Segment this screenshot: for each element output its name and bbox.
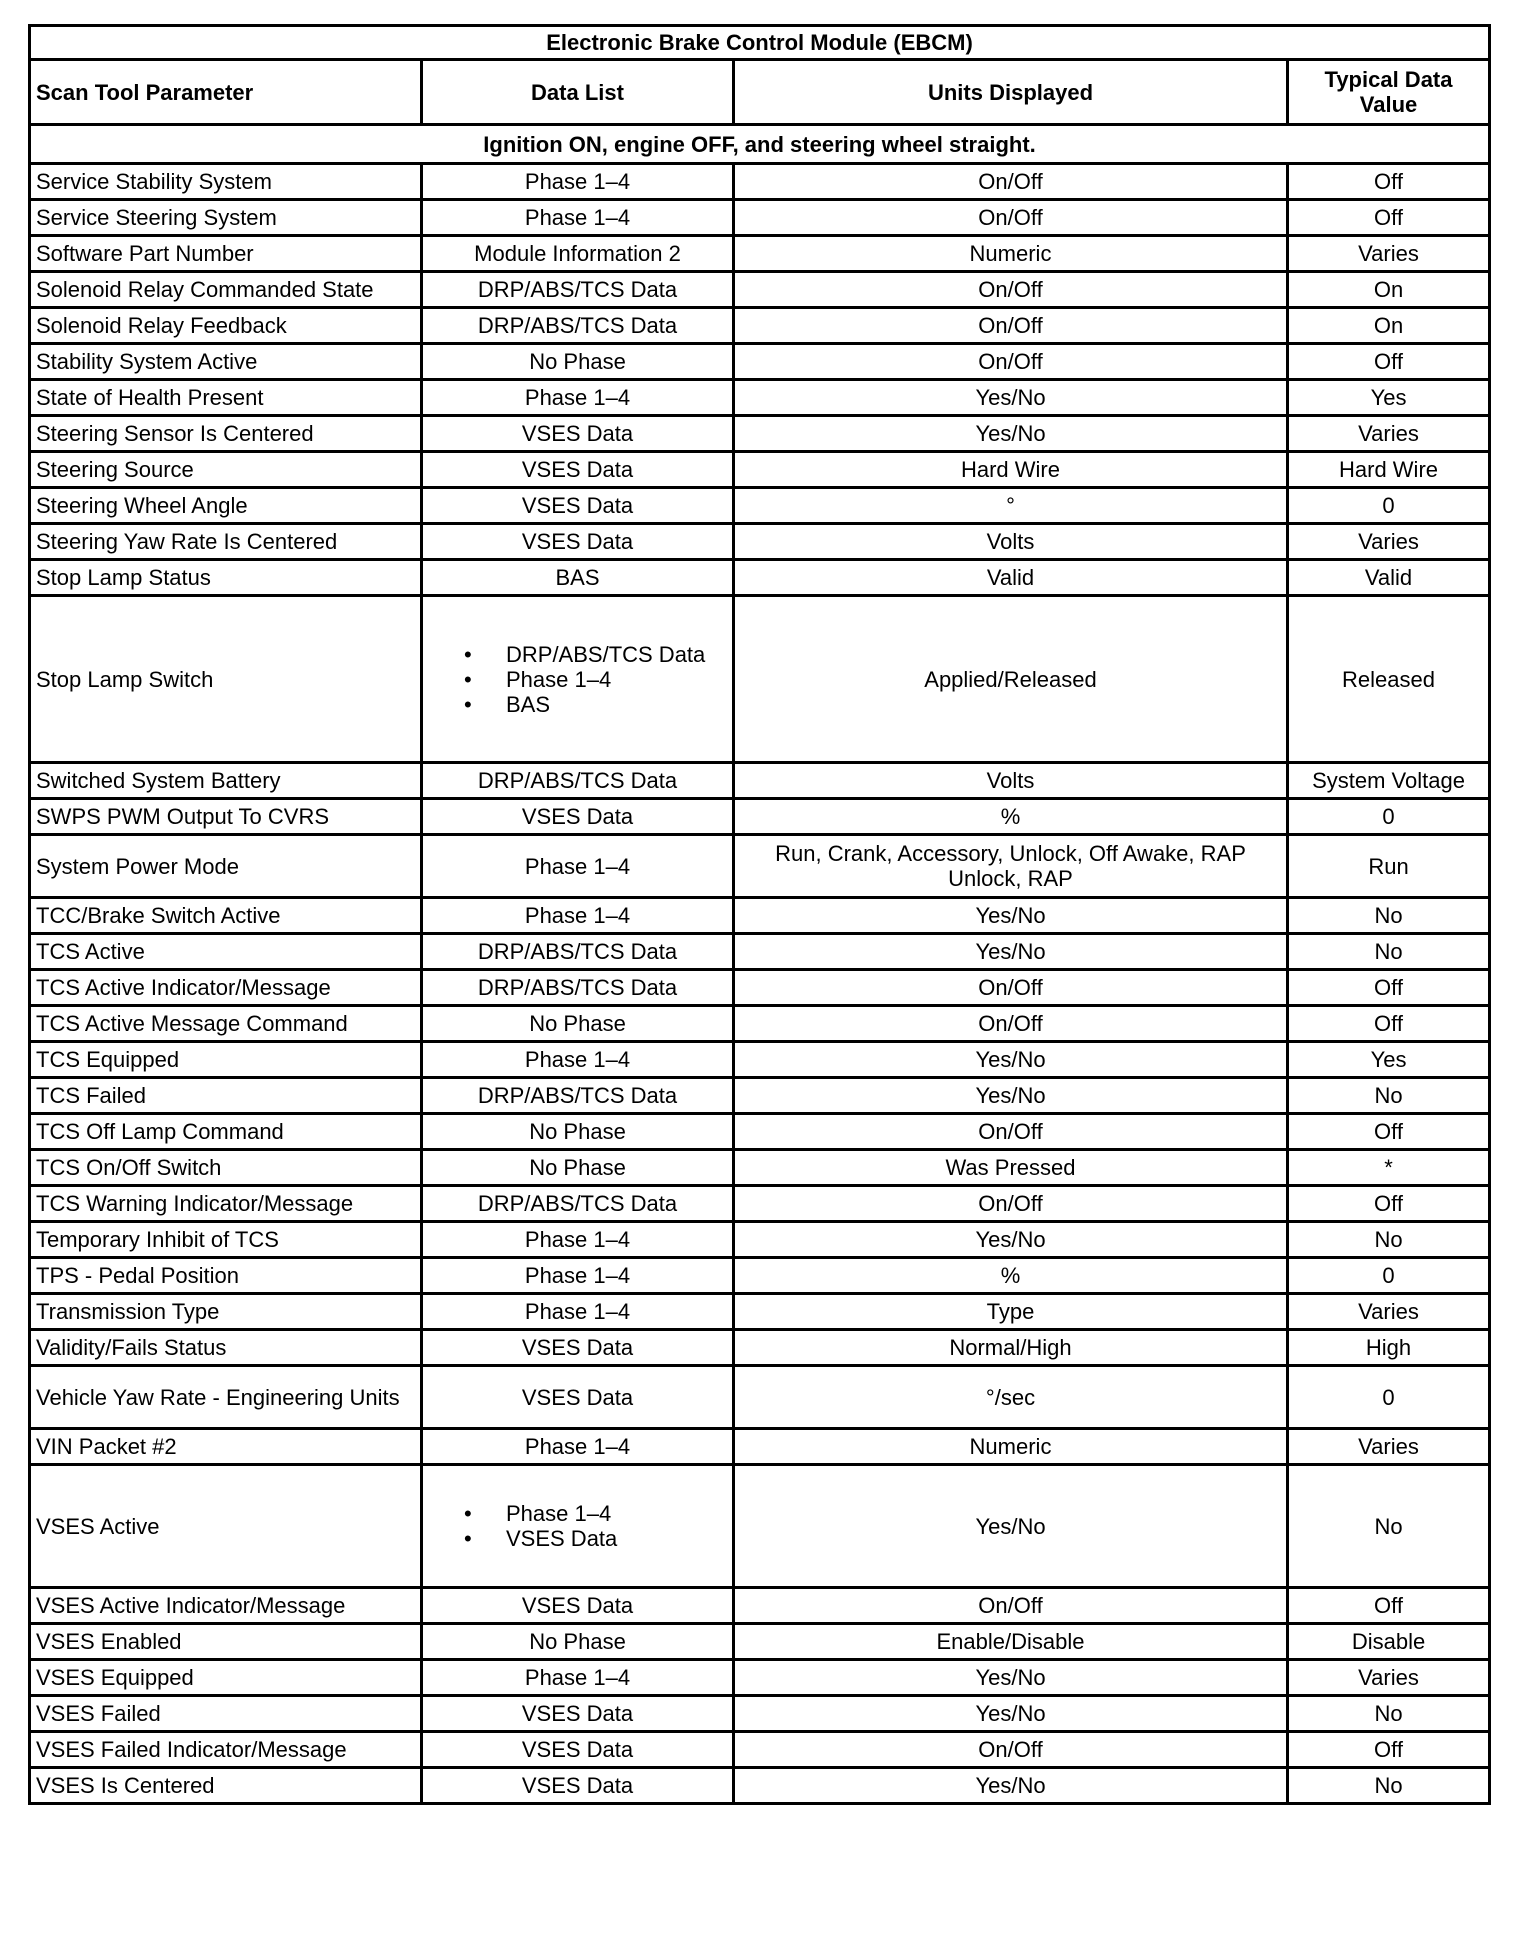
cell-units: Yes/No — [734, 1222, 1288, 1258]
cell-typical-value: Run — [1288, 835, 1490, 898]
cell-data-list: VSES Data — [422, 1330, 734, 1366]
table-row — [30, 1150, 1490, 1186]
cell-units: Run, Crank, Accessory, Unlock, Off Awake, RAP Unlock, RAP — [734, 835, 1288, 898]
cell-parameter: VSES Enabled — [30, 1624, 422, 1660]
cell-units: Volts — [734, 524, 1288, 560]
cell-units: Numeric — [734, 236, 1288, 272]
cell-parameter: VSES Failed — [30, 1696, 422, 1732]
cell-units: Was Pressed — [734, 1150, 1288, 1186]
cell-data-list: Phase 1–4 — [422, 1429, 734, 1465]
cell-typical-value: System Voltage — [1288, 763, 1490, 799]
cell-typical-value: Yes — [1288, 1042, 1490, 1078]
cell-typical-value: Off — [1288, 1114, 1490, 1150]
table-row — [30, 1222, 1490, 1258]
cell-units: Yes/No — [734, 1696, 1288, 1732]
cell-data-list: VSES Data — [422, 452, 734, 488]
header-scan-tool-parameter: Scan Tool Parameter — [30, 60, 422, 125]
cell-units: On/Off — [734, 1114, 1288, 1150]
operating-condition: Ignition ON, engine OFF, and steering wheel straight. — [30, 125, 1490, 164]
cell-data-list: VSES Data — [422, 1732, 734, 1768]
cell-data-list: DRP/ABS/TCS Data — [422, 970, 734, 1006]
cell-parameter: Steering Wheel Angle — [30, 488, 422, 524]
cell-typical-value: No — [1288, 1078, 1490, 1114]
cell-parameter: Solenoid Relay Feedback — [30, 308, 422, 344]
table-row — [30, 308, 1490, 344]
table-row — [30, 1330, 1490, 1366]
cell-parameter: VSES Active — [30, 1465, 422, 1588]
table-row — [30, 596, 1490, 763]
cell-data-list: VSES Data — [422, 1588, 734, 1624]
table-row — [30, 1366, 1490, 1429]
table-row — [30, 1624, 1490, 1660]
cell-units: On/Off — [734, 308, 1288, 344]
cell-data-list: No Phase — [422, 344, 734, 380]
data-list-bullet-item: • BAS — [464, 692, 727, 717]
table-row — [30, 835, 1490, 898]
cell-typical-value: Released — [1288, 596, 1490, 763]
cell-data-list: Phase 1–4 — [422, 164, 734, 200]
cell-parameter: Steering Yaw Rate Is Centered — [30, 524, 422, 560]
cell-data-list: Phase 1–4 — [422, 898, 734, 934]
cell-units: Hard Wire — [734, 452, 1288, 488]
cell-parameter: TCS Off Lamp Command — [30, 1114, 422, 1150]
cell-parameter: Service Stability System — [30, 164, 422, 200]
cell-units: Yes/No — [734, 1078, 1288, 1114]
cell-typical-value: Varies — [1288, 524, 1490, 560]
cell-data-list: DRP/ABS/TCS Data — [422, 1186, 734, 1222]
cell-units: Yes/No — [734, 380, 1288, 416]
table-title: Electronic Brake Control Module (EBCM) — [30, 26, 1490, 60]
cell-units: On/Off — [734, 1732, 1288, 1768]
cell-typical-value: Off — [1288, 1006, 1490, 1042]
cell-typical-value: No — [1288, 1768, 1490, 1804]
data-list-bullets — [428, 642, 727, 717]
cell-data-list: VSES Data — [422, 1768, 734, 1804]
cell-units: Yes/No — [734, 1660, 1288, 1696]
cell-parameter: TCS On/Off Switch — [30, 1150, 422, 1186]
table-row — [30, 898, 1490, 934]
table-row — [30, 1186, 1490, 1222]
cell-data-list — [422, 596, 734, 763]
table-row — [30, 272, 1490, 308]
cell-units: On/Off — [734, 1588, 1288, 1624]
cell-parameter: Transmission Type — [30, 1294, 422, 1330]
cell-typical-value: Off — [1288, 344, 1490, 380]
cell-data-list: Phase 1–4 — [422, 1660, 734, 1696]
cell-data-list: Phase 1–4 — [422, 1222, 734, 1258]
cell-parameter: System Power Mode — [30, 835, 422, 898]
cell-typical-value: Varies — [1288, 1294, 1490, 1330]
cell-parameter: Stability System Active — [30, 344, 422, 380]
cell-units: °/sec — [734, 1366, 1288, 1429]
table-row — [30, 1696, 1490, 1732]
cell-typical-value: On — [1288, 308, 1490, 344]
cell-parameter: Steering Source — [30, 452, 422, 488]
cell-data-list: Module Information 2 — [422, 236, 734, 272]
cell-data-list: DRP/ABS/TCS Data — [422, 763, 734, 799]
cell-data-list: Phase 1–4 — [422, 1258, 734, 1294]
cell-units: Type — [734, 1294, 1288, 1330]
data-list-bullets — [428, 1501, 727, 1551]
cell-parameter: VIN Packet #2 — [30, 1429, 422, 1465]
cell-units: On/Off — [734, 164, 1288, 200]
cell-units: Yes/No — [734, 416, 1288, 452]
table-row — [30, 934, 1490, 970]
cell-parameter: VSES Equipped — [30, 1660, 422, 1696]
header-data-list: Data List — [422, 60, 734, 125]
cell-typical-value: Varies — [1288, 1429, 1490, 1465]
cell-typical-value: No — [1288, 898, 1490, 934]
table-row — [30, 1078, 1490, 1114]
cell-typical-value: * — [1288, 1150, 1490, 1186]
cell-parameter: TCS Failed — [30, 1078, 422, 1114]
cell-parameter: Steering Sensor Is Centered — [30, 416, 422, 452]
table-row — [30, 236, 1490, 272]
cell-parameter: Temporary Inhibit of TCS — [30, 1222, 422, 1258]
cell-typical-value: 0 — [1288, 1258, 1490, 1294]
table-row — [30, 344, 1490, 380]
data-list-bullet-item: • Phase 1–4 — [464, 667, 727, 692]
cell-typical-value: Off — [1288, 1186, 1490, 1222]
cell-parameter: VSES Active Indicator/Message — [30, 1588, 422, 1624]
table-row — [30, 1465, 1490, 1588]
table-row — [30, 1114, 1490, 1150]
cell-parameter: Software Part Number — [30, 236, 422, 272]
cell-parameter: Switched System Battery — [30, 763, 422, 799]
cell-parameter: VSES Failed Indicator/Message — [30, 1732, 422, 1768]
cell-units: On/Off — [734, 1186, 1288, 1222]
cell-units: ° — [734, 488, 1288, 524]
cell-units: Applied/Released — [734, 596, 1288, 763]
cell-units: % — [734, 1258, 1288, 1294]
cell-typical-value: No — [1288, 1222, 1490, 1258]
cell-units: Normal/High — [734, 1330, 1288, 1366]
cell-units: % — [734, 799, 1288, 835]
table-row — [30, 1006, 1490, 1042]
ebcm-data-table — [28, 24, 1491, 1805]
table-row — [30, 1429, 1490, 1465]
cell-units: Yes/No — [734, 1768, 1288, 1804]
cell-units: On/Off — [734, 970, 1288, 1006]
cell-typical-value: 0 — [1288, 799, 1490, 835]
table-row — [30, 488, 1490, 524]
table-row — [30, 799, 1490, 835]
cell-typical-value: Valid — [1288, 560, 1490, 596]
cell-data-list: VSES Data — [422, 1696, 734, 1732]
cell-data-list: VSES Data — [422, 799, 734, 835]
cell-typical-value: On — [1288, 272, 1490, 308]
cell-typical-value: Yes — [1288, 380, 1490, 416]
cell-typical-value: Varies — [1288, 236, 1490, 272]
cell-typical-value: No — [1288, 934, 1490, 970]
cell-typical-value: 0 — [1288, 488, 1490, 524]
table-body — [30, 164, 1490, 1804]
cell-data-list: VSES Data — [422, 1366, 734, 1429]
cell-data-list: Phase 1–4 — [422, 835, 734, 898]
data-list-bullet-item: • DRP/ABS/TCS Data — [464, 642, 727, 667]
cell-units: On/Off — [734, 1006, 1288, 1042]
cell-typical-value: Hard Wire — [1288, 452, 1490, 488]
cell-parameter: SWPS PWM Output To CVRS — [30, 799, 422, 835]
cell-typical-value: Off — [1288, 164, 1490, 200]
cell-typical-value: No — [1288, 1696, 1490, 1732]
table-row — [30, 164, 1490, 200]
cell-typical-value: Off — [1288, 1732, 1490, 1768]
cell-typical-value: No — [1288, 1465, 1490, 1588]
cell-units: Valid — [734, 560, 1288, 596]
cell-typical-value: Disable — [1288, 1624, 1490, 1660]
cell-data-list: DRP/ABS/TCS Data — [422, 272, 734, 308]
cell-parameter: TCS Warning Indicator/Message — [30, 1186, 422, 1222]
cell-parameter: Validity/Fails Status — [30, 1330, 422, 1366]
data-list-bullet-item: • Phase 1–4 — [464, 1501, 727, 1526]
cell-units: Enable/Disable — [734, 1624, 1288, 1660]
cell-data-list: DRP/ABS/TCS Data — [422, 934, 734, 970]
cell-parameter: TCS Active — [30, 934, 422, 970]
table-row — [30, 1660, 1490, 1696]
cell-typical-value: Varies — [1288, 1660, 1490, 1696]
cell-typical-value: 0 — [1288, 1366, 1490, 1429]
table-row — [30, 1294, 1490, 1330]
cell-data-list: VSES Data — [422, 524, 734, 560]
cell-data-list — [422, 1465, 734, 1588]
table-row — [30, 380, 1490, 416]
cell-data-list: Phase 1–4 — [422, 200, 734, 236]
table-row — [30, 1732, 1490, 1768]
cell-data-list: DRP/ABS/TCS Data — [422, 1078, 734, 1114]
cell-data-list: Phase 1–4 — [422, 380, 734, 416]
cell-units: Yes/No — [734, 898, 1288, 934]
cell-typical-value: Off — [1288, 970, 1490, 1006]
cell-data-list: Phase 1–4 — [422, 1294, 734, 1330]
cell-units: On/Off — [734, 344, 1288, 380]
table-row — [30, 970, 1490, 1006]
cell-typical-value: Varies — [1288, 416, 1490, 452]
cell-parameter: TCS Active Indicator/Message — [30, 970, 422, 1006]
cell-data-list: No Phase — [422, 1150, 734, 1186]
cell-typical-value: High — [1288, 1330, 1490, 1366]
header-typical-data-value: Typical Data Value — [1288, 60, 1490, 125]
cell-data-list: No Phase — [422, 1624, 734, 1660]
cell-typical-value: Off — [1288, 200, 1490, 236]
cell-parameter: Stop Lamp Status — [30, 560, 422, 596]
table-row — [30, 763, 1490, 799]
cell-data-list: VSES Data — [422, 488, 734, 524]
table-row — [30, 1042, 1490, 1078]
cell-parameter: State of Health Present — [30, 380, 422, 416]
cell-units: On/Off — [734, 272, 1288, 308]
cell-units: Yes/No — [734, 1465, 1288, 1588]
cell-parameter: Vehicle Yaw Rate - Engineering Units — [30, 1366, 422, 1429]
cell-units: Yes/No — [734, 1042, 1288, 1078]
table-row — [30, 452, 1490, 488]
cell-units: Volts — [734, 763, 1288, 799]
cell-parameter: TCC/Brake Switch Active — [30, 898, 422, 934]
cell-data-list: No Phase — [422, 1006, 734, 1042]
table-row — [30, 416, 1490, 452]
cell-data-list: No Phase — [422, 1114, 734, 1150]
cell-parameter: TCS Active Message Command — [30, 1006, 422, 1042]
table-row — [30, 524, 1490, 560]
table-row — [30, 560, 1490, 596]
data-list-bullet-item: • VSES Data — [464, 1526, 727, 1551]
cell-units: On/Off — [734, 200, 1288, 236]
cell-parameter: Service Steering System — [30, 200, 422, 236]
cell-data-list: Phase 1–4 — [422, 1042, 734, 1078]
cell-parameter: VSES Is Centered — [30, 1768, 422, 1804]
cell-data-list: VSES Data — [422, 416, 734, 452]
cell-data-list: BAS — [422, 560, 734, 596]
cell-parameter: Stop Lamp Switch — [30, 596, 422, 763]
cell-parameter: Solenoid Relay Commanded State — [30, 272, 422, 308]
cell-units: Yes/No — [734, 934, 1288, 970]
table-row — [30, 200, 1490, 236]
cell-parameter: TPS - Pedal Position — [30, 1258, 422, 1294]
table-row — [30, 1768, 1490, 1804]
cell-typical-value: Off — [1288, 1588, 1490, 1624]
table-row — [30, 1588, 1490, 1624]
table-row — [30, 1258, 1490, 1294]
cell-data-list: DRP/ABS/TCS Data — [422, 308, 734, 344]
header-units-displayed: Units Displayed — [734, 60, 1288, 125]
cell-units: Numeric — [734, 1429, 1288, 1465]
cell-parameter: TCS Equipped — [30, 1042, 422, 1078]
